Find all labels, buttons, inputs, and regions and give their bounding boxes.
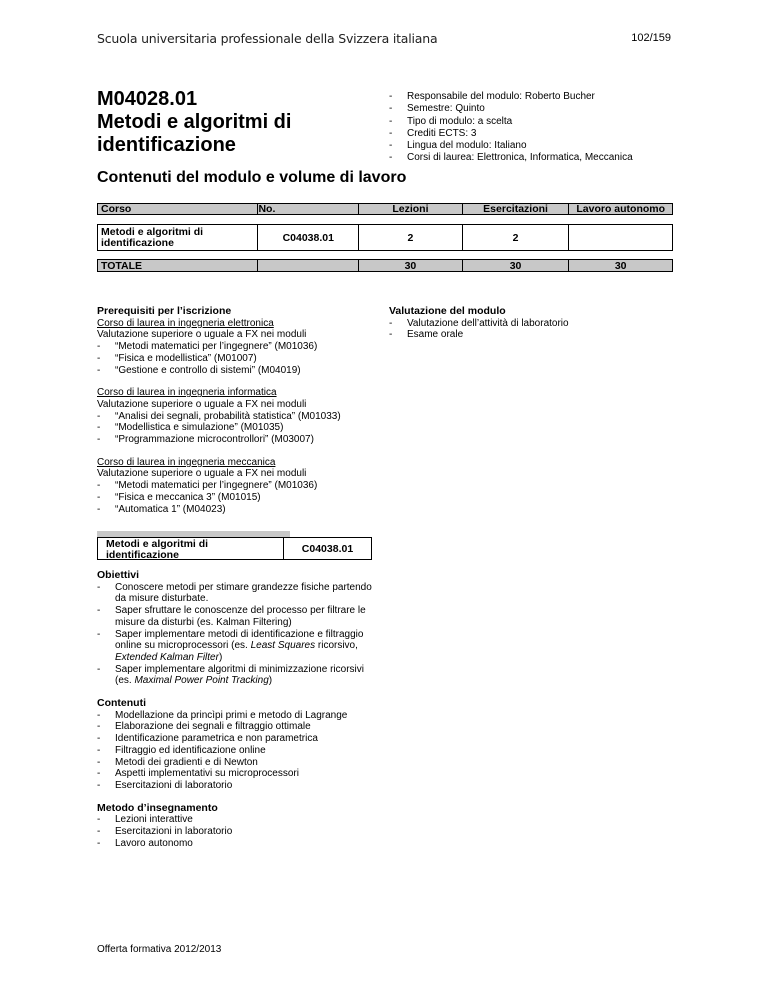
cell-corso (98, 225, 258, 250)
valutazione-title: Valutazione del modulo (389, 305, 506, 317)
contenuti-title: Contenuti (97, 697, 146, 710)
header-no: No. (258, 204, 359, 214)
list-item: - Identificazione parametrica e non parametrica (97, 733, 372, 745)
list-item: - “Metodi matematici per l’ingegnere” (M01036) (97, 341, 372, 353)
metodo-title: Metodo d’insegnamento (97, 801, 218, 814)
info-item: - Corsi di laurea: Elettronica, Informatica, Meccanica (389, 152, 633, 164)
course-intro: Valutazione superiore o uguale a FX nei moduli (97, 398, 307, 410)
list-item: - Lavoro autonomo (97, 838, 372, 850)
total-label: TOTALE (98, 260, 258, 271)
list-item: - Metodi dei gradienti e di Newton (97, 757, 372, 769)
list-item: - Esame orale (389, 329, 569, 341)
prerequisiti-section (97, 306, 372, 515)
school-name: Scuola universitaria professionale della Svizzera italiana (97, 31, 438, 46)
list-item: - Elaborazione dei segnali e filtraggio ottimale (97, 721, 372, 733)
section-title: Contenuti del modulo e volume di lavoro (97, 169, 407, 186)
list-item: - Lezioni interattive (97, 814, 372, 826)
list-item: - “Fisica e modellistica” (M01007) (97, 353, 372, 365)
header-corso: Corso (98, 204, 258, 214)
info-item: - Tipo di modulo: a scelta (389, 116, 633, 128)
cell-lezioni: 2 (359, 225, 463, 250)
info-item: - Crediti ECTS: 3 (389, 128, 633, 140)
table-total-row (97, 259, 673, 272)
list-item: - Esercitazioni di laboratorio (97, 780, 372, 792)
module-title-line1: Metodi e algoritmi di (97, 111, 292, 133)
cell-lavoro (569, 225, 672, 250)
table-header-row (97, 203, 673, 215)
list-item: - Saper sfruttare le conoscenze del processo per filtrare le misure da disturbi (es. Kalman Filtering) (97, 605, 372, 628)
course-name: Corso di laurea in ingegneria meccanica (97, 456, 276, 468)
list-item: - “Fisica e meccanica 3” (M01015) (97, 492, 372, 504)
cell-esercitazioni: 2 (463, 225, 570, 250)
list-item: - Conoscere metodi per stimare grandezze fisiche partendo da misure disturbate. (97, 582, 372, 605)
list-item: - “Modellistica e simulazione” (M01035) (97, 422, 372, 434)
list-item: - “Programmazione microcontrollori” (M03007) (97, 434, 372, 446)
total-lavoro: 30 (614, 259, 627, 272)
obiettivi-title: Obiettivi (97, 569, 140, 581)
list-item: - Esercitazioni in laboratorio (97, 826, 372, 838)
module-code: M04028.01 (97, 88, 198, 110)
footer: Offerta formativa 2012/2013 (97, 944, 222, 955)
cell-no: C04038.01 (258, 225, 359, 250)
cell-corso-line1: Metodi e algoritmi di (101, 225, 204, 238)
course-box (97, 537, 372, 560)
course-intro: Valutazione superiore o uguale a FX nei moduli (97, 329, 307, 341)
workload-table (97, 203, 673, 273)
info-item: - Semestre: Quinto (389, 103, 633, 115)
list-item: - Filtraggio ed identificazione online (97, 745, 372, 757)
list-item: - Valutazione dell’attività di laboratorio (389, 318, 569, 330)
info-item: - Lingua del modulo: Italiano (389, 140, 633, 152)
course-intro: Valutazione superiore o uguale a FX nei moduli (97, 468, 307, 480)
prerequisiti-title: Prerequisiti per l’iscrizione (97, 305, 232, 317)
list-item: - “Analisi dei segnali, probabilità statistica” (M01033) (97, 411, 372, 423)
module-info (389, 91, 633, 165)
course-name: Corso di laurea in ingegneria informatica (97, 387, 277, 399)
list-item: - “Gestione e controllo di sistemi” (M04019) (97, 365, 372, 377)
course-box-line2: identificazione (106, 549, 179, 561)
course-name: Corso di laurea in ingegneria elettronica (97, 317, 274, 329)
header-lezioni: Lezioni (359, 204, 463, 214)
list-item: - “Automatica 1” (M04023) (97, 504, 372, 516)
page-number: 102/159 (631, 32, 671, 44)
total-no (258, 260, 359, 271)
total-lezioni: 30 (359, 260, 463, 271)
list-item: - Modellazione da princìpi primi e metodo di Lagrange (97, 710, 372, 722)
course-box-line1: Metodi e algoritmi di (106, 538, 209, 550)
cell-corso-line2: identificazione (101, 236, 174, 249)
course-box-name (98, 538, 284, 559)
list-item: - “Metodi matematici per l’ingegnere” (M01036) (97, 480, 372, 492)
list-item: - Saper implementare algoritmi di minimizzazione ricorsivi (es. Maximal Power Point Tracking) (97, 664, 372, 687)
list-item: - Aspetti implementativi su microprocessori (97, 768, 372, 780)
header-esercitazioni: Esercitazioni (463, 204, 570, 214)
info-item: - Responsabile del modulo: Roberto Bucher (389, 91, 633, 103)
total-esercitazioni: 30 (463, 260, 570, 271)
course-box-code: C04038.01 (301, 542, 354, 555)
module-title-line2: identificazione (97, 134, 236, 156)
valutazione-section (389, 306, 569, 341)
course-details (97, 570, 372, 849)
list-item: - Saper implementare metodi di identificazione e filtraggio online su microprocessori (es. Least Squares ricorsivo, Extended Kalman Filter) (97, 629, 372, 664)
module-title (97, 88, 291, 157)
header-lavoro: Lavoro autonomo (576, 203, 666, 215)
table-row (97, 224, 673, 251)
